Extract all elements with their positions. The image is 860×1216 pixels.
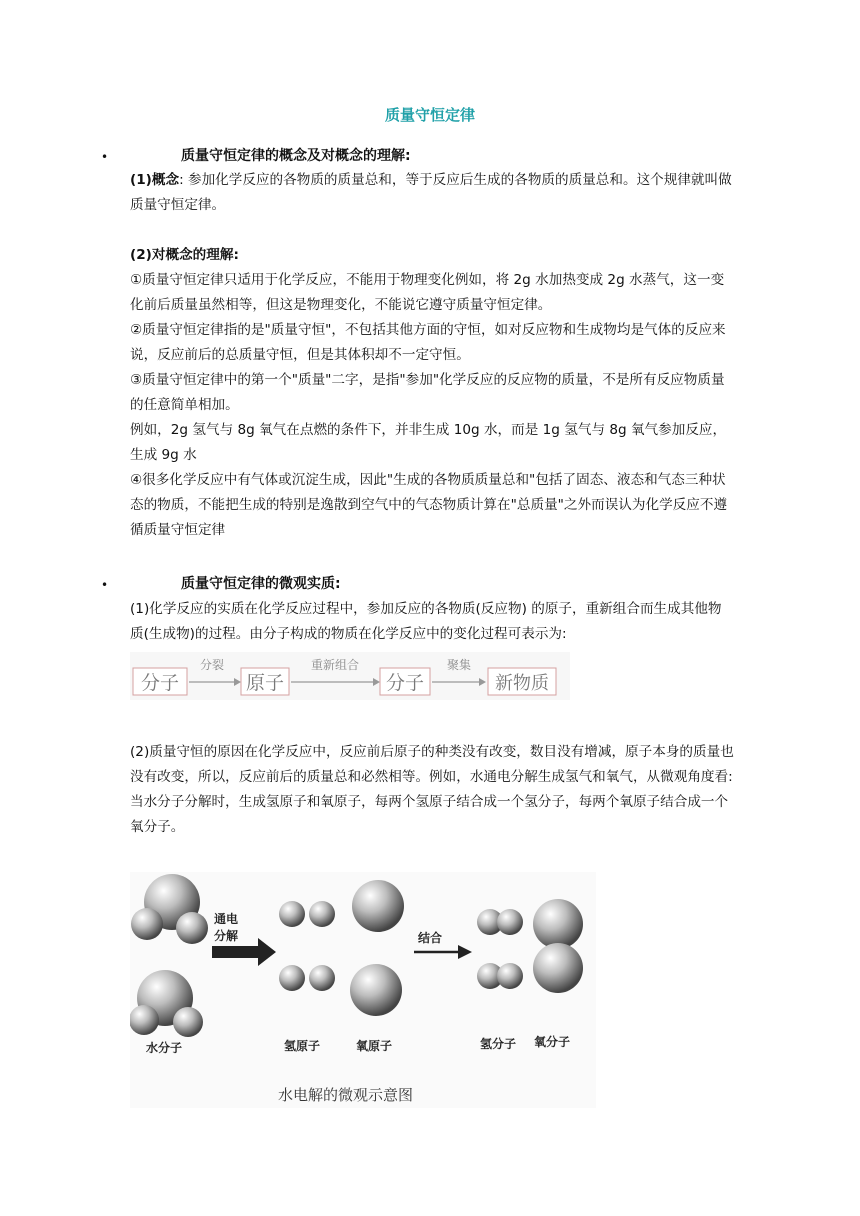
point-4: ④很多化学反应中有气体或沉淀生成，因此"生成的各物质质量总和"包括了固态、液态和气态三种状态的物质，不能把生成的特别是逸散到空气中的气态物质计算在"总质量"之外而误认为化学反应不遵循质量守恒定律	[130, 472, 728, 538]
molecule-flow-diagram	[130, 652, 570, 700]
page-title: 质量守恒定律	[384, 106, 475, 124]
svg-text:分子: 分子	[140, 672, 180, 694]
label-hydrogen-atom: 氢原子	[284, 1039, 321, 1053]
label-oxygen-molecule: 氧分子	[534, 1035, 571, 1049]
point-example: 例如，2g 氢气与 8g 氧气在点燃的条件下，并非生成 10g 水，而是 1g 氢气与 8g 氧气参加反应，生成 9g 水	[130, 422, 727, 463]
svg-text:分裂: 分裂	[199, 658, 225, 672]
label-water-molecule: 水分子	[146, 1041, 183, 1055]
section2-para1	[130, 597, 735, 647]
figure-caption: 水电解的微观示意图	[278, 1086, 414, 1104]
section2-heading: 质量守恒定律的微观实质:	[181, 576, 341, 592]
label-hydrogen-molecule: 氢分子	[480, 1037, 517, 1051]
flow-box-molecule-2	[380, 668, 430, 695]
para1-text: (1)化学反应的实质在化学反应过程中，参加反应的各物质(反应物) 的原子，重新组合而生成其他物质(生成物)的过程。由分子构成的物质在化学反应中的变化过程可表示为:	[130, 601, 722, 642]
flow-box-molecule	[133, 668, 187, 695]
label-oxygen-atom: 氧原子	[356, 1039, 393, 1053]
point-2: ②质量守恒定律指的是"质量守恒"，不包括其他方面的守恒，如对反应物和生成物均是气体的反应来说，反应前后的总质量守恒，但是其体积却不一定守恒。	[130, 322, 726, 363]
svg-text:重新组合: 重新组合	[310, 658, 360, 672]
flow-box-atom	[241, 668, 289, 695]
bullet-icon: •	[101, 150, 109, 164]
svg-text:通电: 通电	[214, 912, 239, 926]
water-electrolysis-figure	[130, 872, 596, 1108]
svg-text:分子: 分子	[385, 672, 425, 694]
point-3: ③质量守恒定律中的第一个"质量"二字，是指"参加"化学反应的反应物的质量，不是所有反应物质量的任意简单相加。	[130, 372, 725, 413]
section1-heading: 质量守恒定律的概念及对概念的理解:	[181, 148, 411, 164]
svg-text:分解: 分解	[214, 929, 239, 943]
section1-body	[130, 168, 735, 543]
concept-label: (1)概念	[130, 172, 180, 188]
svg-text:原子: 原子	[245, 672, 285, 694]
svg-text:新物质: 新物质	[495, 673, 549, 694]
para2-text: (2)质量守恒的原因在化学反应中，反应前后原子的种类没有改变，数目没有增减，原子本身的质量也没有改变，所以，反应前后的质量总和必然相等。例如，水通电分解生成氢气和氧气，从微观角度看:当水分子分解时，生成氢原子和氧原子，每两个氢原子结合成一个氢分子，每两个氧原子结合成一个氧分子。	[130, 744, 734, 835]
svg-text:结合: 结合	[418, 931, 443, 945]
svg-text:聚集: 聚集	[446, 658, 472, 672]
concept-text: : 参加化学反应的各物质的质量总和，等于反应后生成的各物质的质量总和。这个规律就叫做质量守恒定律。	[130, 172, 732, 213]
bullet-icon: •	[101, 578, 109, 592]
point-1: ①质量守恒定律只适用于化学反应，不能用于物理变化例如，将 2g 水加热变成 2g 水蒸气，这一变化前后质量虽然相等，但这是物理变化，不能说它遵守质量守恒定律。	[130, 272, 725, 313]
understanding-label: (2)对概念的理解:	[130, 247, 239, 263]
concept-paragraph	[130, 168, 735, 218]
flow-box-new-substance	[488, 668, 556, 695]
section2-para2	[130, 740, 735, 840]
